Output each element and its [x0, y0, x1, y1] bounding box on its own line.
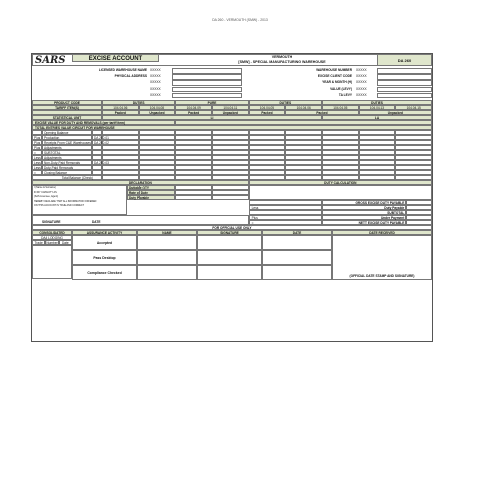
- tariff-code: 104.04.05: [322, 105, 359, 110]
- right-field-box[interactable]: [377, 87, 432, 93]
- form-code: DA 260: [377, 54, 432, 66]
- right-field-value: XXXXX: [356, 92, 367, 97]
- declaration-title: DECLARATION: [32, 180, 249, 185]
- consolidated-col: Trade: [32, 240, 45, 245]
- duty-calc-label: Under Payment: [322, 215, 406, 220]
- signature-box[interactable]: [32, 215, 249, 225]
- duty-row-cell[interactable]: [212, 195, 249, 200]
- tariff-code: 104.04.09: [175, 105, 212, 110]
- tariff-code: 104.04.11: [212, 105, 249, 110]
- right-field-value: XXXXX: [356, 80, 367, 85]
- declaration-line: HEREBY DECLARE THAT ALL INFORMATION OFFERED: [34, 199, 97, 203]
- tariff-code: 104.04.06: [102, 105, 139, 110]
- product-code-label: PRODUCT CODE: [32, 100, 102, 105]
- duty-row-label: Rate of Duty: [127, 190, 175, 195]
- declaration-box: [32, 185, 127, 215]
- sars-logo: SARS: [35, 55, 66, 66]
- unit-li: LI: [102, 115, 322, 120]
- group-header: DUTIES: [102, 100, 175, 105]
- duty-row-cell[interactable]: [139, 195, 176, 200]
- duty-calc-label: SUBTOTAL: [322, 210, 406, 215]
- stamp-label: (OFFICIAL DATE STAMP AND SIGNATURE): [349, 274, 415, 278]
- ledger-code: DA 260.01: [94, 136, 109, 140]
- ledger-label: Adjustments: [42, 145, 92, 150]
- ledger-label: Closing Balance: [42, 170, 92, 175]
- pack-type: Unpacked: [212, 110, 249, 115]
- ledger-sign: Plus: [34, 141, 41, 145]
- group-header: DUTIES: [249, 100, 322, 105]
- activity-cell[interactable]: [262, 250, 332, 265]
- left-field-value: XXXXX: [150, 80, 161, 85]
- right-field-box[interactable]: [377, 93, 432, 99]
- duty-calc-sign: =: [249, 220, 322, 225]
- duty-calc-sign: Less: [249, 205, 322, 210]
- activity-cell[interactable]: [262, 265, 332, 280]
- group-header: PURE: [175, 100, 248, 105]
- ledger-sign: =: [32, 150, 42, 155]
- ledger-label: Opening Balance: [42, 130, 92, 135]
- document-header: DA 260 - VERMOUTH (SMW) - 2013: [212, 18, 268, 22]
- declaration-line: ON THIS ACCOUNT IS TRUE AND CORRECT: [34, 204, 85, 208]
- left-field-box[interactable]: [172, 87, 242, 93]
- duty-calc-title: DUTY CALCULATION: [249, 180, 432, 185]
- right-field-box[interactable]: [377, 68, 432, 74]
- pack-type: Packed: [249, 110, 286, 115]
- ledger-label: Adjustments: [42, 155, 92, 160]
- right-field-value: XXXXX: [356, 68, 367, 72]
- right-field-value: XXXXX: [356, 86, 367, 91]
- unit-la: LA: [322, 115, 432, 120]
- right-field-label: YEAR & MONTH (H): [322, 80, 352, 85]
- activity-cell[interactable]: [262, 235, 332, 250]
- official-header: DATE: [262, 230, 332, 235]
- official-header: ASSURANCE ACTIVITY: [72, 230, 137, 235]
- right-field-value: XXXXX: [356, 74, 367, 79]
- ledger-sign: Plus: [34, 136, 41, 140]
- duty-row-cell[interactable]: [175, 195, 212, 200]
- right-field-box[interactable]: [377, 80, 432, 86]
- duty-calc-label: NETT EXCISE DUTY PAYABLE: [322, 220, 406, 225]
- consolidated-col: Number: [46, 241, 58, 245]
- total-balance-check: Total Balance (Check): [32, 175, 102, 180]
- activity-cell[interactable]: [197, 265, 262, 280]
- right-field-label: TA LEVY: [338, 92, 352, 97]
- duty-row-label: Dutiable QTY: [127, 185, 175, 190]
- warehouse-type: [SMW] - SPECIAL MANUFACTURING WAREHOUSE: [238, 60, 326, 64]
- tariff-label: TARIFF ITEM(S): [32, 105, 102, 110]
- right-field-label: VALUE (LEVY): [330, 86, 352, 91]
- ledger-sign: =: [32, 170, 42, 175]
- ledger-code: DA 260.02: [94, 141, 109, 145]
- activity-0: Accepted: [72, 235, 137, 250]
- declaration-line: (SAS Licensee, Agent): [34, 195, 59, 199]
- right-field-box[interactable]: [377, 74, 432, 80]
- declaration-line: IN MY CAPACITY AS: [34, 190, 57, 194]
- left-field-box[interactable]: [172, 80, 242, 86]
- left-field-value: XXXXX: [150, 68, 161, 72]
- date-label: DATE: [92, 220, 101, 224]
- ledger-code: DA 260.03: [94, 161, 109, 165]
- official-header: SIGNATURE: [197, 230, 262, 235]
- left-field-value: XXXXX: [150, 92, 161, 97]
- signature-label: SIGNATURE: [42, 220, 61, 224]
- activity-cell[interactable]: [197, 250, 262, 265]
- left-field-label: LICENSED WAREHOUSE NAME: [98, 68, 147, 72]
- group-header: DUTIES: [322, 100, 432, 105]
- ledger-label: Non-Duty-Paid Removals: [42, 160, 92, 165]
- left-field-value: XXXXX: [150, 74, 161, 79]
- pack-type: Unpacked: [139, 110, 176, 115]
- left-field-label: PHYSICAL ADDRESS: [114, 74, 147, 79]
- consolidated-sub: DA4 LODGING: [32, 235, 72, 240]
- left-field-box[interactable]: [172, 93, 242, 99]
- left-field-box[interactable]: [172, 68, 242, 74]
- ledger-header: TOTAL ENTRIES VALUE CIRCUIT FOR WAREHOUSE: [32, 125, 432, 130]
- excise-value-row: EXCISE VALUE FOR DUTY AND REMOVALS (per tariff item): [32, 120, 175, 125]
- activity-2: Compliance Checked: [72, 265, 137, 280]
- official-header: DATE RECEIVED: [332, 230, 432, 235]
- duty-calc-label: GROSS EXCISE DUTY PAYABLE: [322, 200, 406, 205]
- pack-type: Unpacked: [359, 110, 432, 115]
- activity-cell[interactable]: [197, 235, 262, 250]
- duty-calc-label: Duty Payable: [322, 205, 406, 210]
- pack-type: Packed: [102, 110, 139, 115]
- declaration-line: I (Name & Surname): [34, 186, 56, 189]
- ledger-sign: Less: [34, 161, 41, 165]
- tariff-code: 104.04.13: [359, 105, 396, 110]
- ledger-label: Duty-Paid Removals: [42, 165, 92, 170]
- pack-type: Packed: [175, 110, 212, 115]
- ledger-sign: Less: [34, 156, 41, 160]
- form-title: EXCISE ACCOUNT: [72, 54, 159, 62]
- left-field-value: XXXXX: [150, 86, 161, 91]
- right-field-label: EXCISE CLIENT CODE: [317, 74, 352, 79]
- tariff-code: 104.04.06: [285, 105, 322, 110]
- duty-row-label: Duty Payable: [127, 195, 175, 200]
- official-header: CONSOLIDATED: [32, 230, 72, 235]
- ledger-label: Production: [42, 135, 92, 140]
- duty-calc-area: [249, 185, 432, 200]
- statistical-label: STATISTICAL UNIT: [32, 115, 102, 120]
- ledger-sign: Plus: [34, 146, 41, 150]
- excise-account-form: [31, 53, 433, 342]
- tariff-code: 104.04.08: [139, 105, 176, 110]
- official-header: NAME: [137, 230, 197, 235]
- activity-cell[interactable]: [137, 235, 197, 250]
- official-use-title: FOR OFFICIAL USE ONLY: [32, 225, 432, 230]
- tariff-code: 104.04.15: [395, 105, 432, 110]
- ledger-label: Receipts From C&E Warehouses: [44, 141, 91, 145]
- ledger-label: SUBTOTAL: [42, 150, 92, 155]
- consolidated-body[interactable]: [32, 245, 72, 279]
- activity-1: Pass Desktop: [72, 250, 137, 265]
- pack-type: Packed: [285, 110, 358, 115]
- ledger-sign: Less: [34, 166, 41, 170]
- right-field-label: WAREHOUSE NUMBER: [316, 68, 352, 72]
- product-name: VERMOUTH: [271, 55, 293, 59]
- duty-calc-sign: Plus: [249, 215, 322, 220]
- left-field-box[interactable]: [172, 74, 242, 80]
- activity-cell[interactable]: [137, 250, 197, 265]
- consolidated-col: Date: [59, 240, 72, 245]
- tariff-code: 104.04.05: [249, 105, 286, 110]
- activity-cell[interactable]: [137, 265, 197, 280]
